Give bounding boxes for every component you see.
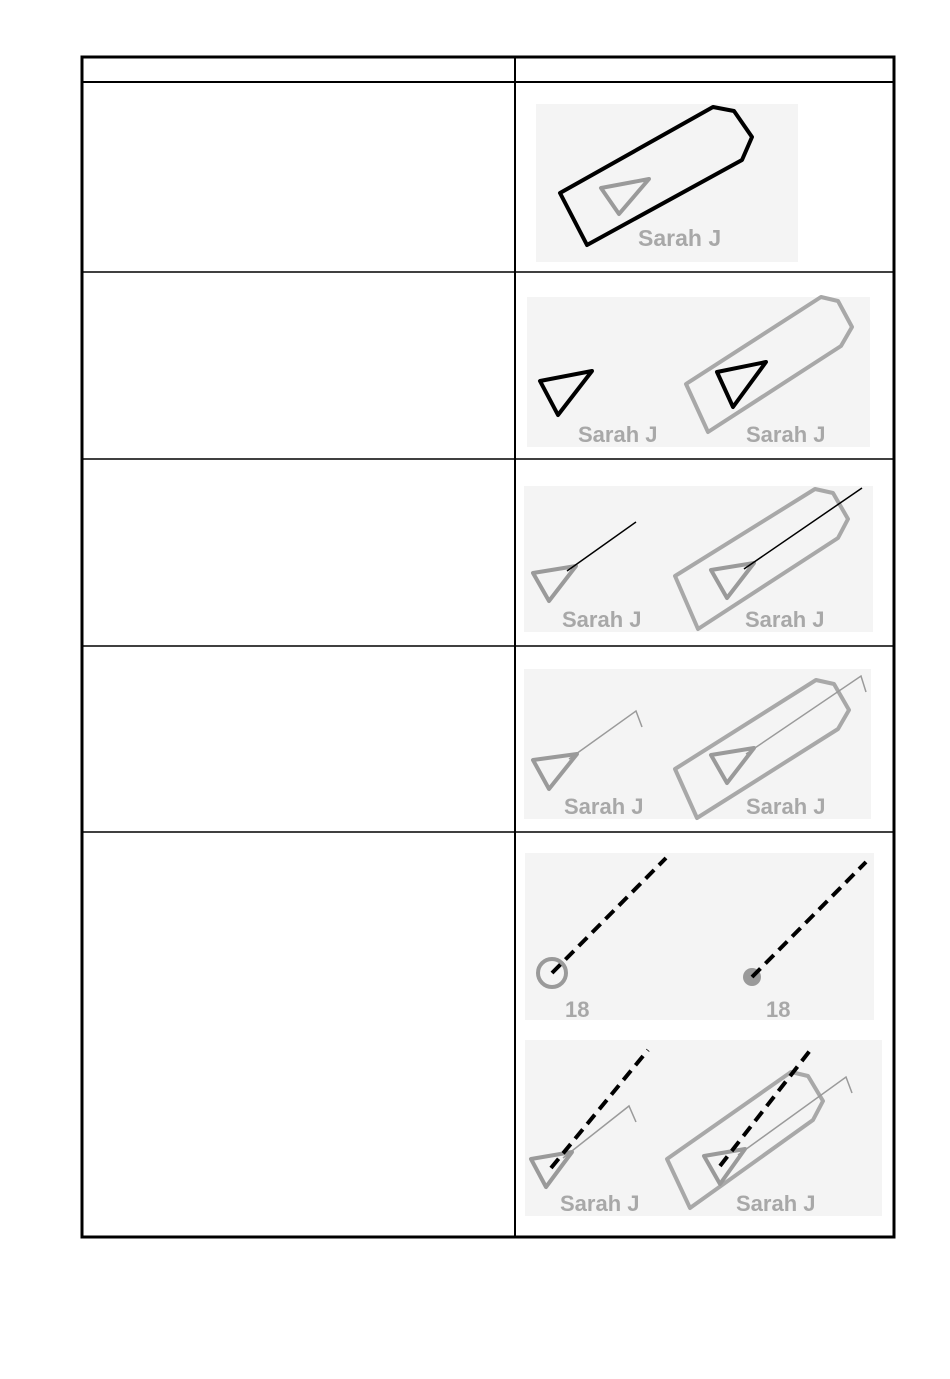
vessel-name-label: Sarah J [746,422,826,447]
vessel-name-label: Sarah J [638,225,722,251]
row-5-illustration-bottom [525,1040,882,1216]
vessel-name-label: Sarah J [560,1191,640,1216]
vessel-name-label: Sarah J [562,607,642,632]
target-number-label: 18 [565,997,590,1022]
target-number-label: 18 [766,997,791,1022]
row-3-illustration [524,486,873,632]
row-4-illustration [524,669,871,819]
vessel-name-label: Sarah J [746,794,826,819]
vessel-name-label: Sarah J [745,607,825,632]
vessel-name-label: Sarah J [578,422,658,447]
row-2-illustration [527,297,870,447]
row-5-illustration-top [525,853,874,1022]
vessel-name-label: Sarah J [736,1191,816,1216]
row-1-illustration [536,104,798,262]
vessel-name-label: Sarah J [564,794,644,819]
